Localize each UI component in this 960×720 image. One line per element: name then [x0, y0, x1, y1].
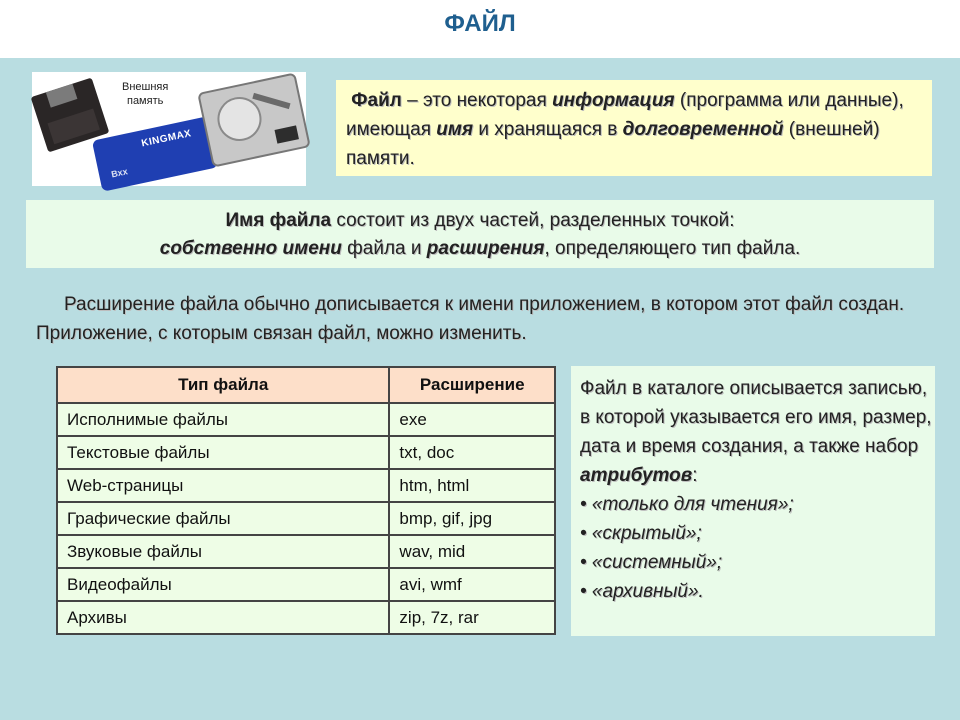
usb-flash-drive-icon — [92, 116, 218, 191]
attributes-colon: : — [692, 465, 698, 486]
table-row — [57, 535, 555, 568]
def-term: Файл — [351, 90, 402, 111]
usb-brand-text: KINGMAX — [140, 128, 193, 150]
table-row — [57, 436, 555, 469]
attributes-keyword: атрибутов — [580, 465, 693, 486]
filename-text-2: файла и — [341, 238, 427, 259]
table-header-row — [57, 367, 555, 403]
def-text-4: (внешней) памяти. — [346, 119, 880, 169]
list-item: • «только для чтения»; — [580, 494, 794, 515]
media-illustration — [32, 72, 306, 186]
header — [0, 0, 960, 58]
def-name: имя — [436, 119, 474, 140]
hdd-platter — [213, 93, 265, 145]
page-title: ФАЙЛ — [444, 10, 516, 37]
header-file-type: Тип файла — [57, 367, 389, 403]
cell-extension: avi, wmf — [389, 568, 555, 601]
hdd-chip — [275, 125, 299, 143]
cell-file-type: Архивы — [57, 601, 389, 634]
def-text-1: – это некоторая — [401, 90, 553, 111]
cell-extension: htm, html — [389, 469, 555, 502]
cell-extension: exe — [389, 403, 555, 436]
extension-paragraph — [36, 290, 926, 348]
attributes-box — [571, 366, 935, 636]
def-info: информация — [552, 90, 675, 111]
attributes-intro: Файл в каталоге описывается записью, в которой указывается его имя, размер, дата и время создания, а также набор — [580, 378, 932, 457]
filename-text-1: состоит из двух частей, разделенных точкой: — [331, 210, 735, 231]
def-text-3: и хранящаяся в — [473, 119, 623, 140]
floppy-label — [47, 109, 99, 145]
filename-text-3: , определяющего тип файла. — [544, 238, 801, 259]
cell-file-type: Web-страницы — [57, 469, 389, 502]
attributes-list — [580, 490, 935, 606]
usb-model-text: Bxx — [110, 166, 129, 180]
table-row — [57, 502, 555, 535]
list-item: • «архивный». — [580, 581, 704, 602]
cell-file-type: Звуковые файлы — [57, 535, 389, 568]
cell-file-type: Видеофайлы — [57, 568, 389, 601]
external-memory-label — [122, 80, 168, 108]
filename-own-name: собственно имени — [159, 238, 342, 259]
cell-file-type: Графические файлы — [57, 502, 389, 535]
floppy-shutter — [46, 84, 78, 108]
cell-extension: wav, mid — [389, 535, 555, 568]
filename-box — [26, 200, 934, 268]
list-item: • «скрытый»; — [580, 523, 702, 544]
file-types-table — [56, 366, 556, 635]
file-definition-box — [336, 80, 932, 176]
external-memory-line1: Внешняя — [122, 81, 169, 93]
cell-file-type: Текстовые файлы — [57, 436, 389, 469]
table-row — [57, 601, 555, 634]
cell-file-type: Исполнимые файлы — [57, 403, 389, 436]
cell-extension: zip, 7z, rar — [389, 601, 555, 634]
table-row — [57, 469, 555, 502]
external-memory-line2: память — [126, 95, 164, 107]
table-row — [57, 403, 555, 436]
table-row — [57, 568, 555, 601]
cell-extension: bmp, gif, jpg — [389, 502, 555, 535]
list-item: • «системный»; — [580, 552, 723, 573]
def-longterm: долговременной — [622, 119, 784, 140]
hard-drive-icon — [197, 72, 311, 167]
def-text-2: (программа или данные), имеющая — [346, 90, 904, 140]
header-extension: Расширение — [389, 367, 555, 403]
extension-paragraph-text: Расширение файла обычно дописывается к имени приложением, в котором этот файл создан. Приложение, с которым связан файл, можно изменить. — [36, 294, 905, 344]
filename-term: Имя файла — [225, 210, 332, 231]
filename-extension: расширения — [426, 238, 545, 259]
cell-extension: txt, doc — [389, 436, 555, 469]
